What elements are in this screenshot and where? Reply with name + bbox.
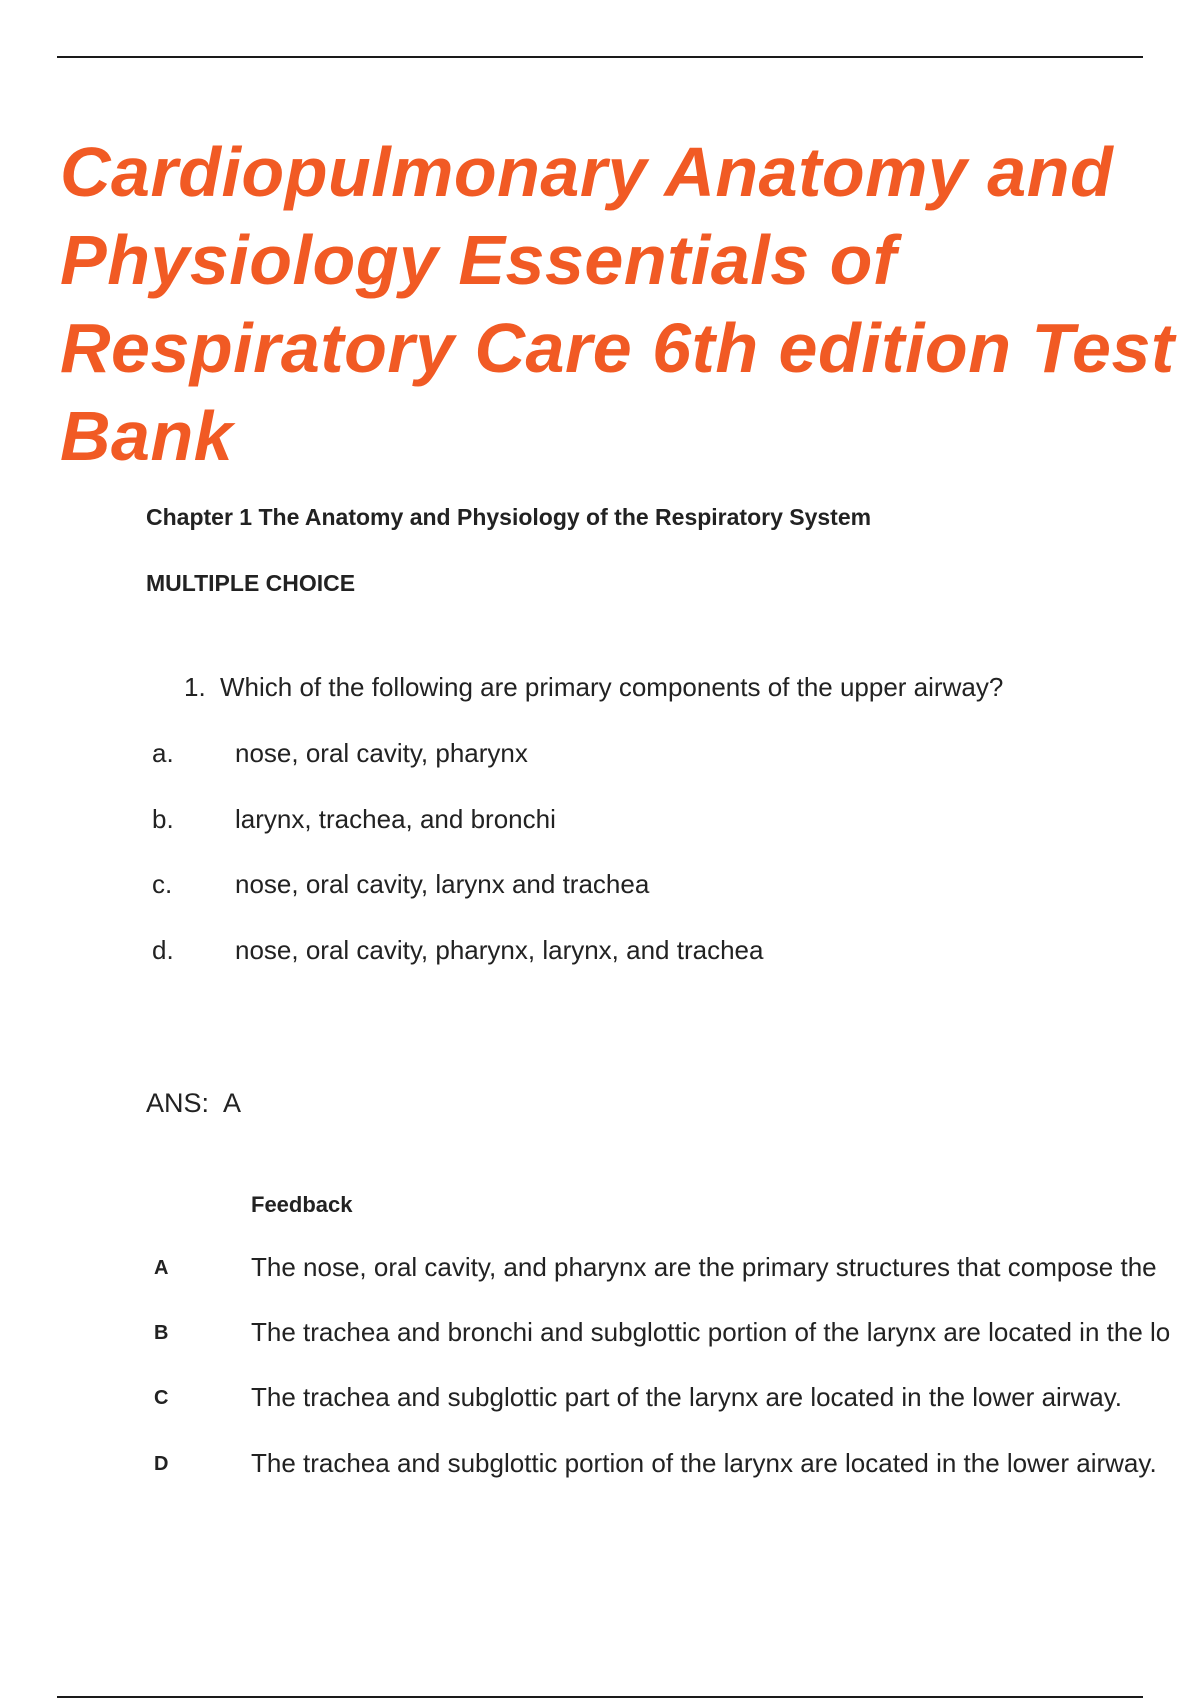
feedback-row-d [154, 1448, 1200, 1479]
title-line: Physiology Essentials of [60, 221, 897, 299]
feedback-label: A [154, 1257, 169, 1279]
option-text: nose, oral cavity, pharynx, larynx, and trachea [235, 935, 764, 965]
answer-option-c [152, 869, 649, 900]
feedback-row-c [154, 1382, 1200, 1413]
question-number: 1. [184, 672, 206, 702]
title-line: Bank [60, 397, 234, 475]
feedback-label: D [154, 1453, 169, 1475]
document-title [60, 128, 1200, 480]
section-heading: MULTIPLE CHOICE [146, 570, 356, 596]
feedback-text: The trachea and subglottic portion of the larynx are located in the lower airway. [251, 1448, 1157, 1478]
question-stem [184, 672, 1003, 703]
feedback-row-b [154, 1317, 1200, 1348]
option-label: a. [152, 738, 174, 768]
feedback-label: C [154, 1387, 169, 1409]
feedback-heading: Feedback [251, 1192, 353, 1217]
option-label: c. [152, 869, 173, 899]
answer-option-d [152, 935, 763, 966]
feedback-text: The trachea and subglottic part of the larynx are located in the lower airway. [251, 1382, 1122, 1412]
feedback-text: The trachea and bronchi and subglottic portion of the larynx are located in the lo [251, 1317, 1171, 1347]
top-divider [57, 56, 1143, 58]
option-label: b. [152, 804, 174, 834]
answer-key [146, 1088, 241, 1119]
option-text: larynx, trachea, and bronchi [235, 804, 556, 834]
title-line: Cardiopulmonary Anatomy and [60, 133, 1114, 211]
option-label: d. [152, 935, 174, 965]
answer-value: A [223, 1088, 242, 1118]
answer-option-a [152, 738, 528, 769]
feedback-row-a [154, 1252, 1200, 1283]
option-text: nose, oral cavity, pharynx [235, 738, 528, 768]
chapter-heading: Chapter 1 The Anatomy and Physiology of the Respiratory System [146, 504, 872, 530]
answer-option-b [152, 804, 556, 835]
feedback-text: The nose, oral cavity, and pharynx are the primary structures that compose the [251, 1252, 1157, 1282]
option-text: nose, oral cavity, larynx and trachea [235, 869, 650, 899]
feedback-label: B [154, 1322, 169, 1344]
answer-label: ANS: [146, 1088, 210, 1118]
question-text: Which of the following are primary components of the upper airway? [220, 672, 1004, 702]
title-line: Respiratory Care 6th edition Test [60, 309, 1175, 387]
bottom-divider [57, 1696, 1143, 1698]
